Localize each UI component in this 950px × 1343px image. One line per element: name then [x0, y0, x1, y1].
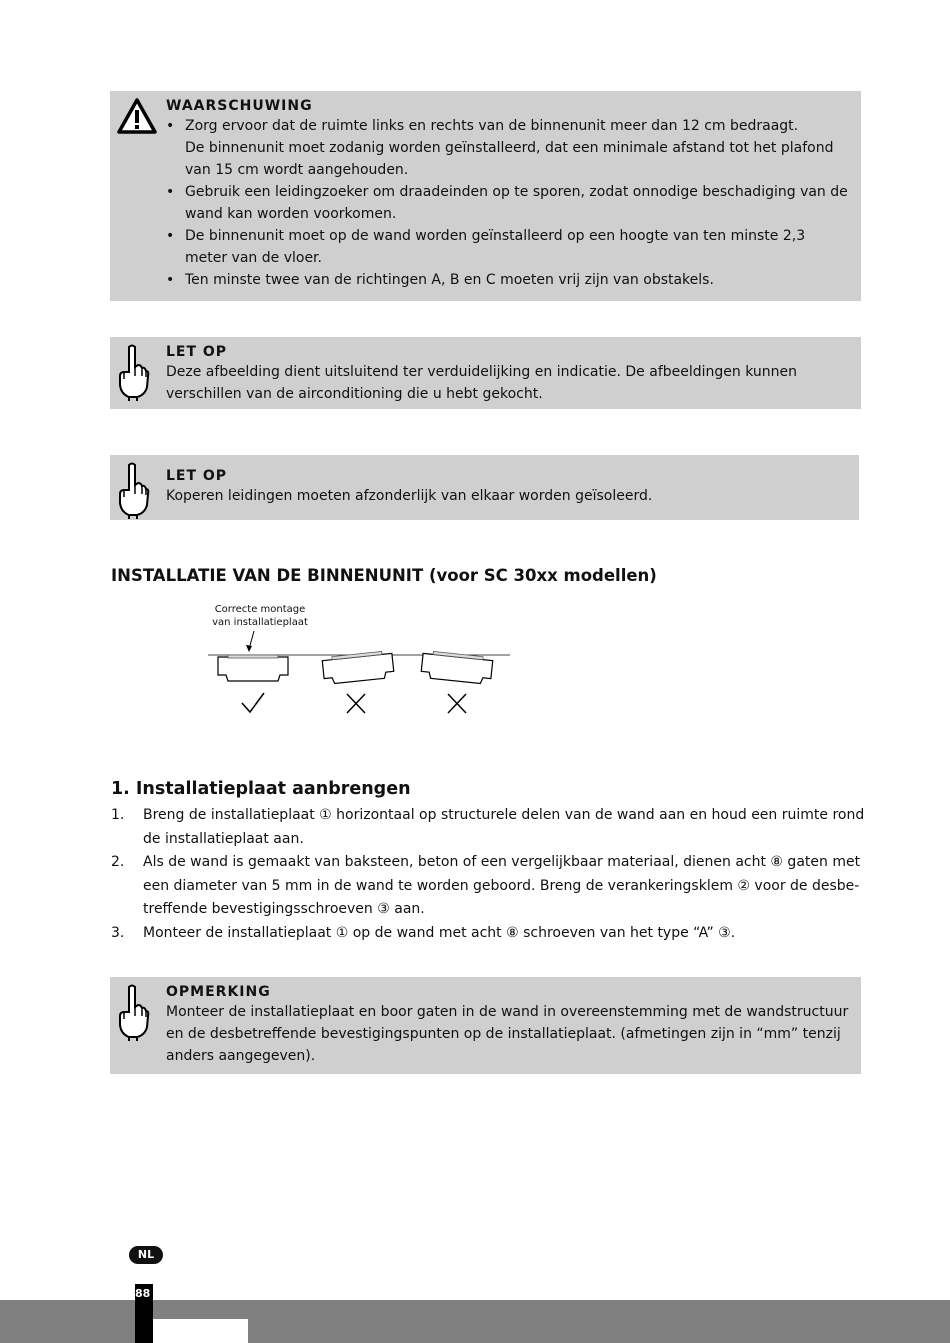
step-number: 1.	[111, 807, 125, 823]
figure-caption-line: van installatieplaat	[212, 617, 308, 628]
warning-triangle-icon	[116, 97, 158, 135]
note-box	[110, 977, 861, 1074]
warning-item-text: Ten minste twee van de richtingen A, B en C moeten vrij zijn van obstakels.	[185, 272, 714, 288]
mounting-plate-figure	[200, 600, 520, 725]
warning-item	[166, 115, 851, 181]
warning-item-text: De binnenunit moet zodanig worden geïnstalleerd, dat een minimale afstand tot het plafond van 15 cm wordt aangehouden.	[185, 140, 834, 178]
footer-strip	[153, 1319, 248, 1343]
warning-item	[166, 181, 851, 225]
cross-icon	[347, 694, 365, 713]
step-number: 3.	[111, 924, 125, 941]
step-text: de installatieplaat aan.	[143, 830, 304, 847]
warning-item-text: De binnenunit moet op de wand worden geïnstalleerd op een hoogte van ten minste 2,3 meter van de vloer.	[185, 228, 806, 266]
steps-list	[111, 804, 866, 945]
caution-text: Deze afbeelding dient uitsluitend ter verduidelijking en indicatie. De afbeeldingen kunnen verschillen van de airconditioning die u hebt gekocht.	[166, 364, 798, 402]
warning-box	[110, 91, 861, 301]
caution-box	[110, 455, 859, 520]
step-item	[111, 804, 866, 851]
step-text: een diameter van 5 mm in de wand te worden geboord. Breng de verankeringsklem ② voor de desbe-	[143, 877, 860, 894]
step-item	[111, 851, 866, 922]
pointing-hand-icon	[116, 343, 150, 401]
unit-tilted-left	[322, 650, 394, 684]
step-number: 2.	[111, 854, 125, 870]
figure-caption-line: Correcte montage	[214, 604, 306, 615]
language-badge: NL	[129, 1246, 163, 1264]
step-text: Monteer de installatieplaat ① op de wand met acht ⑧ schroeven van het type “A” ③.	[143, 924, 736, 941]
caution-title: LET OP	[166, 344, 228, 360]
caution-box	[110, 337, 861, 409]
mounting-diagram	[200, 600, 520, 725]
warning-item	[166, 269, 851, 291]
page-number: 88	[135, 1287, 151, 1300]
warning-list	[166, 115, 851, 291]
step-item	[111, 922, 866, 946]
pointing-hand-icon	[116, 983, 150, 1041]
pointing-hand-icon	[116, 461, 150, 519]
caution-title: LET OP	[166, 468, 228, 484]
step-text: Breng de installatieplaat ① horizontaal op structurele delen van de wand aan en houd een ruimte rond	[143, 807, 865, 823]
subsection-title: 1. Installatieplaat aanbrengen	[111, 779, 411, 799]
unit-tilted-right	[421, 650, 493, 684]
cross-icon	[448, 694, 466, 713]
unit-correct	[218, 655, 288, 681]
warning-item-text: Zorg ervoor dat de ruimte links en rechts van de binnenunit meer dan 12 cm bedraagt.	[185, 118, 799, 134]
section-title: INSTALLATIE VAN DE BINNENUNIT (voor SC 30xx modellen)	[111, 566, 657, 585]
warning-item-text: Gebruik een leidingzoeker om draadeinden op te sporen, zodat onnodige beschadiging van de wand kan worden voorkomen.	[185, 184, 848, 222]
caution-text: Koperen leidingen moeten afzonderlijk van elkaar worden geïsoleerd.	[166, 488, 653, 504]
step-text: Als de wand is gemaakt van baksteen, beton of een vergelijkbaar materiaal, dienen acht ⑧ gaten met	[143, 854, 861, 870]
note-text: Monteer de installatieplaat en boor gaten in de wand in overeenstemming met de wandstructuur en de desbetreffende bevestigingspunten op de installatieplaat. (afmetingen zijn in “mm” tenzij anders aangegeven).	[166, 1004, 849, 1064]
step-text: treffende bevestigingsschroeven ③ aan.	[143, 901, 425, 917]
checkmark-icon	[242, 693, 264, 712]
warning-item	[166, 225, 851, 269]
warning-title: WAARSCHUWING	[166, 98, 313, 114]
note-title: OPMERKING	[166, 984, 271, 1000]
